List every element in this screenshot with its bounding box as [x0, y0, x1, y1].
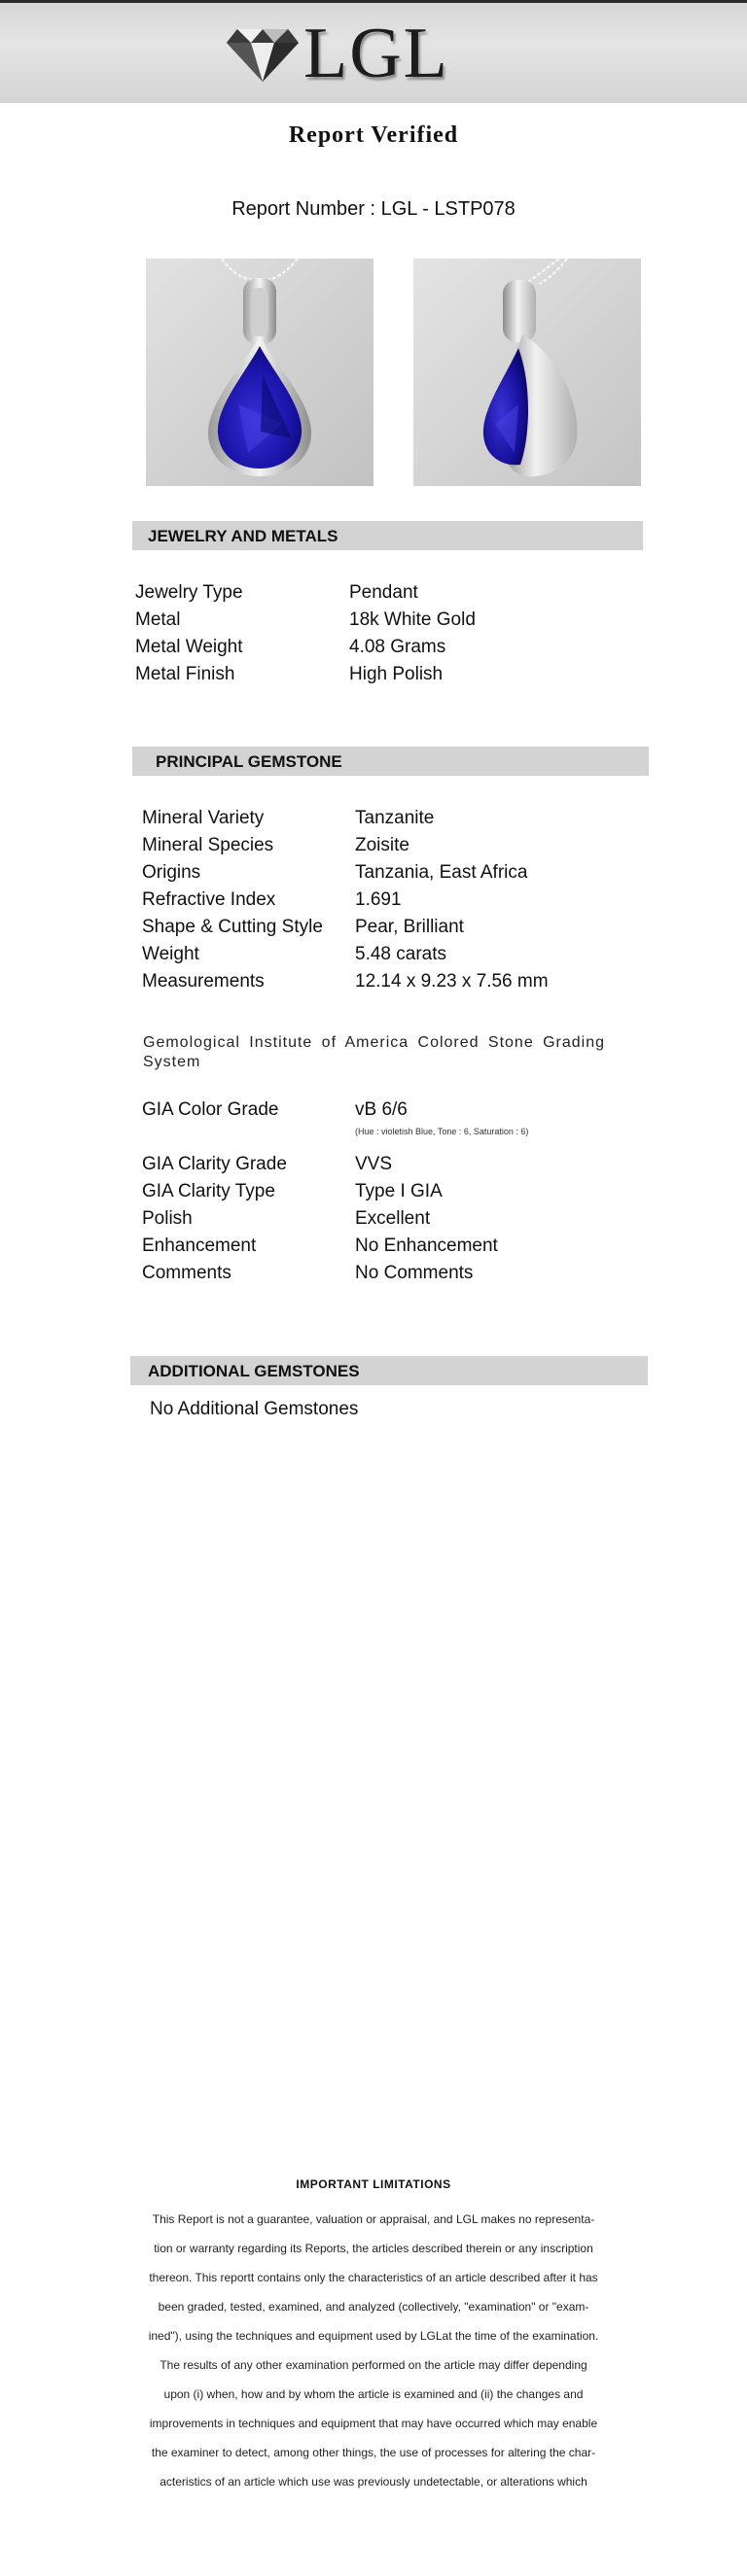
principal-section-heading — [132, 747, 649, 776]
detail-value: Type I GIA — [355, 1181, 443, 1201]
limitations-line: ined"), using the techniques and equipment used by LGLat the time of the examination. — [148, 2329, 599, 2343]
detail-label: Shape & Cutting Style — [142, 917, 323, 937]
grading-system-title: Gemological Institute of America Colored Stone Grading System — [143, 1034, 605, 1070]
logo-text: LGL — [303, 14, 449, 93]
jewelry-heading-text: JEWELRY AND METALS — [148, 527, 338, 545]
detail-label: GIA Clarity Type — [142, 1181, 275, 1201]
detail-label: Jewelry Type — [135, 582, 243, 603]
detail-label: Refractive Index — [142, 889, 276, 910]
detail-label: Mineral Variety — [142, 808, 265, 828]
limitations-line: This Report is not a guarantee, valuation or appraisal, and LGL makes no representa- — [152, 2212, 595, 2226]
detail-value: 12.14 x 9.23 x 7.56 mm — [355, 971, 549, 992]
detail-label: Polish — [142, 1208, 193, 1229]
limitations-line: the examiner to detect, among other things, the use of processes for altering the char- — [151, 2446, 596, 2459]
detail-label: Mineral Species — [142, 835, 274, 855]
detail-value: 1.691 — [355, 889, 402, 910]
additional-heading-text: ADDITIONAL GEMSTONES — [148, 1362, 360, 1380]
detail-value: 18k White Gold — [349, 609, 476, 630]
detail-value: Tanzanite — [355, 808, 435, 828]
limitations-line: thereon. This reportt contains only the characteristics of an article described after it has — [149, 2271, 598, 2284]
detail-value: Excellent — [355, 1208, 431, 1229]
detail-label: GIA Color Grade — [142, 1099, 279, 1120]
pendant-front-photo — [146, 259, 374, 486]
detail-value: Pendant — [349, 582, 418, 603]
important-limitations — [84, 2177, 663, 2503]
jewelry-section-heading — [132, 521, 643, 550]
color-grade-note: (Hue : violetish Blue, Tone : 6, Saturation : 6) — [355, 1127, 529, 1136]
detail-label: Metal Finish — [135, 664, 235, 684]
diamond-icon — [226, 23, 300, 84]
limitations-line: The results of any other examination performed on the article may differ depending — [160, 2358, 587, 2372]
detail-label: Origins — [142, 862, 201, 883]
pendant-side-photo — [413, 259, 641, 486]
detail-label: Comments — [142, 1263, 231, 1283]
detail-value: Tanzania, East Africa — [355, 862, 528, 883]
site-header — [0, 3, 747, 103]
additional-gemstones-text: No Additional Gemstones — [150, 1399, 359, 1419]
detail-label: Measurements — [142, 971, 265, 992]
limitations-line: upon (i) when, how and by whom the article is examined and (ii) the changes and — [163, 2387, 584, 2401]
limitations-line: been graded, tested, examined, and analyzed (collectively, "examination" or "exam- — [158, 2300, 589, 2314]
detail-value: No Comments — [355, 1263, 474, 1283]
detail-value: vB 6/6 — [355, 1099, 408, 1120]
lgl-logo[interactable] — [226, 13, 449, 94]
detail-label: Enhancement — [142, 1236, 257, 1256]
limitations-line: tion or warranty regarding its Reports, the articles described therein or any inscription — [154, 2242, 593, 2255]
limitations-heading: IMPORTANT LIMITATIONS — [296, 2177, 451, 2191]
detail-value: 4.08 Grams — [349, 637, 446, 657]
detail-value: No Enhancement — [355, 1236, 498, 1256]
detail-label: Weight — [142, 944, 199, 964]
detail-label: Metal Weight — [135, 637, 243, 657]
additional-section-heading — [130, 1356, 648, 1385]
detail-value: Zoisite — [355, 835, 409, 855]
limitations-line: acteristics of an article which use was previously undetectable, or alterations which — [160, 2475, 587, 2489]
principal-heading-text: PRINCIPAL GEMSTONE — [156, 752, 342, 771]
report-page — [0, 103, 747, 2576]
detail-value: 5.48 carats — [355, 944, 446, 964]
report-number: Report Number : LGL - LSTP078 — [231, 198, 516, 220]
detail-label: Metal — [135, 609, 181, 630]
detail-value: VVS — [355, 1154, 393, 1174]
limitations-line: improvements in techniques and equipment that may have occurred which may enable — [149, 2417, 598, 2430]
detail-label: GIA Clarity Grade — [142, 1154, 287, 1174]
detail-value: High Polish — [349, 664, 444, 684]
detail-value: Pear, Brilliant — [355, 917, 464, 937]
report-title: Report Verified — [288, 122, 459, 148]
